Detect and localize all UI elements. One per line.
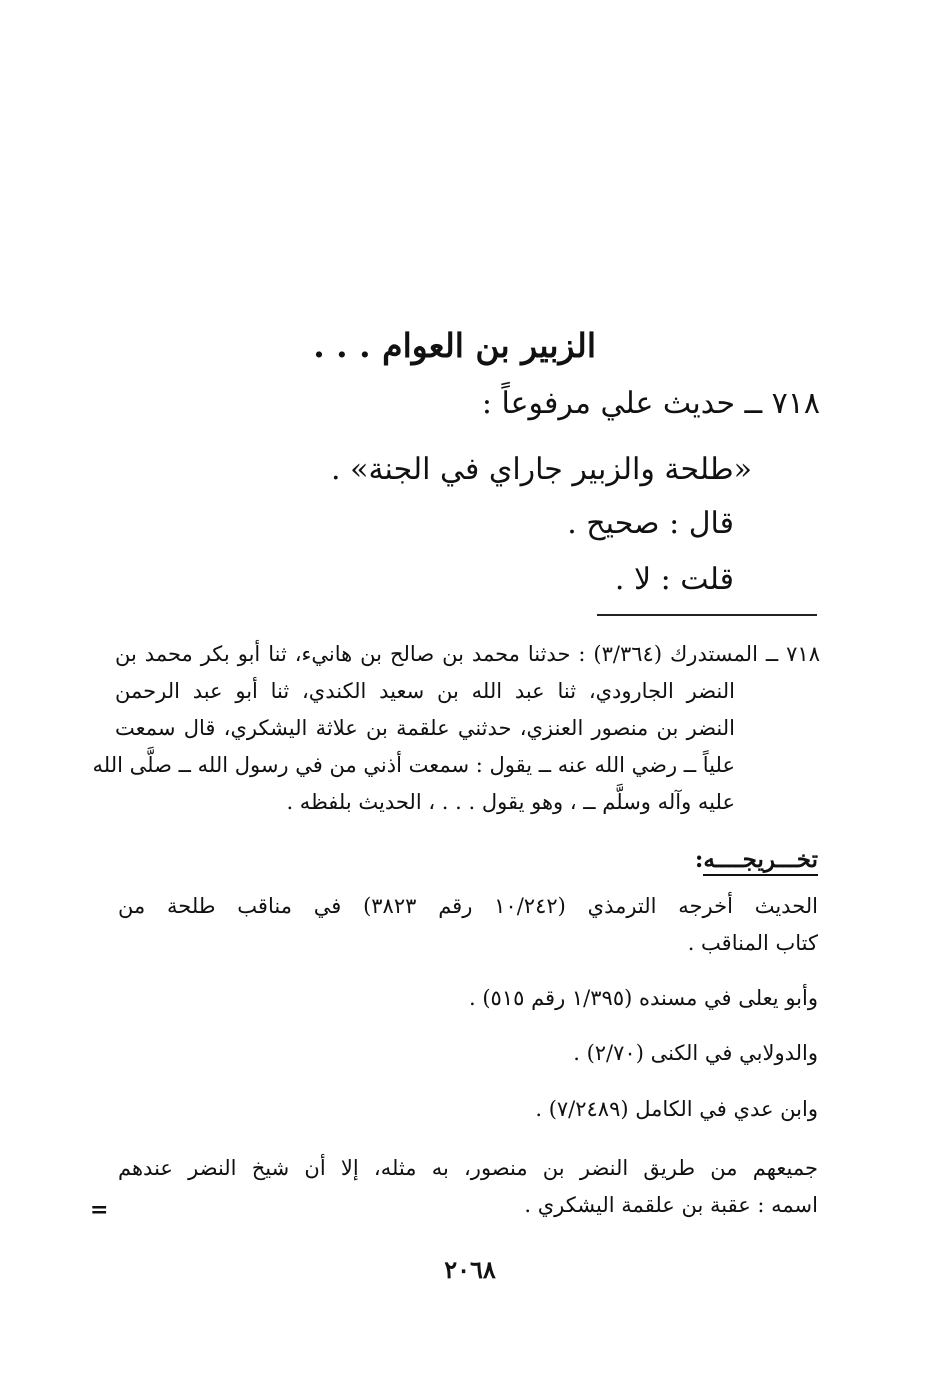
takhrij-heading-text: تخـــريجــــه [703,846,818,876]
hadith-text: «طلحة والزبير جاراي في الجنة» . [331,452,752,487]
hadith-heading: ٧١٨ ــ حديث علي مرفوعاً : [481,386,820,421]
page-number: ٢٠٦٨ [444,1255,496,1284]
takhrij-heading-colon: : [694,846,704,873]
takhrij-ibn-adi: وابن عدي في الكامل (٧/٢٤٨٩) . [535,1097,818,1121]
ruling-qultu: قلت : لا . [614,562,734,597]
takhrij-heading [695,846,818,873]
footnote-divider [597,614,817,616]
takhrij-line: جميعهم من طريق النضر بن منصور، به مثله، إلا أن شيخ النضر عندهم [118,1156,818,1180]
footnote-block [92,636,820,821]
takhrij-tirmidhi [118,888,818,962]
continuation-mark: = [90,1197,109,1223]
section-title: الزبير بن العوام . . . [313,326,596,365]
footnote-line: عليه وآله وسلَّم ــ ، وهو يقول . . . ، الحديث بلفظه . [286,790,735,814]
footnote-line: النضر الجارودي، ثنا عبد الله بن سعيد الكندي، ثنا أبو عبد الرحمن [115,679,735,703]
takhrij-summary [118,1150,818,1224]
ruling-qala: قال : صحيح . [567,506,734,541]
takhrij-abu-yala: وأبو يعلى في مسنده (١/٣٩٥ رقم ٥١٥) . [469,986,818,1010]
takhrij-line: الحديث أخرجه الترمذي (١٠/٢٤٢ رقم ٣٨٢٣) في مناقب طلحة من [118,894,818,918]
takhrij-line: كتاب المناقب . [687,931,818,955]
footnote-line: علياً ــ رضي الله عنه ــ يقول : سمعت أذني من في رسول الله ــ صلَّى الله [92,753,735,777]
footnote-line: ٧١٨ ــ المستدرك (٣/٣٦٤) : حدثنا محمد بن صالح بن هانيء، ثنا أبو بكر محمد بن [115,642,820,666]
footnote-line: النضر بن منصور العنزي، حدثني علقمة بن علاثة اليشكري، قال سمعت [115,716,735,740]
takhrij-line: اسمه : عقبة بن علقمة اليشكري . [524,1193,818,1217]
takhrij-dulabi: والدولابي في الكنى (٢/٧٠) . [573,1041,818,1065]
